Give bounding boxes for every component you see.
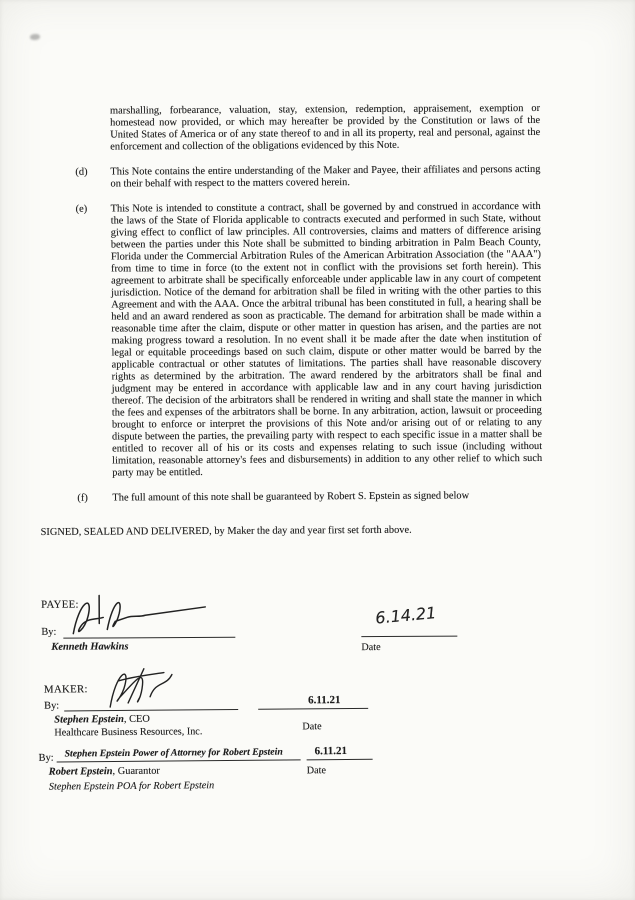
maker-by-label: By: (44, 700, 60, 712)
payee-date-line (361, 636, 457, 638)
maker-date-label: Date (302, 721, 322, 733)
guarantor-date-line (307, 759, 373, 761)
maker-printed-title: , CEO (123, 713, 150, 725)
guarantor-date-label: Date (306, 765, 327, 777)
maker-printed-name: Stephen Epstein (54, 713, 124, 726)
maker-date-value: 6.11.21 (308, 694, 341, 707)
clause-e-label: (e) (75, 203, 88, 215)
payee-by-label: By: (41, 626, 57, 638)
clause-d-text: This Note contains the entire understanding of the Maker and Payee, their affiliates and persons acting on their behalf with respect to the matters covered herein. (110, 163, 541, 190)
clause-f-label: (f) (77, 492, 88, 504)
maker-printed-name-line (54, 714, 150, 726)
guarantor-by-label: By: (38, 752, 54, 764)
payee-date-value: 6.14.21 (374, 603, 438, 628)
payee-printed-name: Kenneth Hawkins (51, 641, 129, 653)
clause-e-text: This Note is intended to constitute a contract, shall be governed by and construed in accordance with the laws of the State of Florida applicable to contracts executed and performed in such State, without giving effect to conflict of law principles. All controversies, claims and matters of difference arising between the parties under this Note shall be submitted to binding arbitration in Palm Beach County, Florida under the Commercial Arbitration Rules of the American Arbitration Association (the "AAA") from time to time in force (to the extent not in conflict with the provisions set forth herein). This agreement to arbitrate shall be specifically enforceable under applicable law in any court of competent jurisdiction. Notice of the demand for arbitration shall be filed in writing with the other parties to this Agreement and with the AAA. Once the arbitral tribunal has been constituted in full, a hearing shall be held and an award rendered as soon as practicable. The demand for arbitration shall be made within a reasonable time after the claim, dispute or other matter in question has arisen, and the parties are not making progress toward a resolution. In no event shall it be made after the date when institution of legal or equitable proceedings based on such claim, dispute or other matter would be barred by the applicable contractual or other statutes of limitations. The parties shall have reasonable discovery rights as determined by the arbitration. The award rendered by the arbitrators shall be final and judgment may be entered in accordance with applicable law and in any court having jurisdiction thereof. The decision of the arbitrators shall be rendered in writing and shall state the manner in which the fees and expenses of the arbitrators shall be borne. In any arbitration, action, lawsuit or proceeding brought to enforce or interpret the provisions of this Note and/or arising out of or relating to any dispute between the parties, the prevailing party with respect to each specific issue in a matter shall be entitled to recover all of his or its costs and expenses relating to such issue (including without limitation, reasonable attorney's fees and disbursements) in addition to any other relief to which such party may be entitled. (110, 200, 543, 479)
payee-heading: PAYEE: (41, 598, 79, 611)
guarantor-signature-text: Stephen Epstein Power of Attorney for Robert Epstein (64, 746, 283, 760)
continuation-paragraph: marshalling, forbearance, valuation, stay, extension, redemption, appraisement, exemption or homestead now provided, or which may hereafter be provided by the Constitution or laws of the United States of America or of any state thereof to and in all its property, real and personal, against the enforcement and collection of the obligations evidenced by this Note. (109, 102, 541, 153)
payee-date-label: Date (361, 642, 381, 654)
guarantor-poa-note: Stephen Epstein POA for Robert Epstein (48, 780, 215, 793)
guarantor-date-value: 6.11.21 (314, 745, 348, 758)
maker-heading: MAKER: (43, 683, 88, 696)
payee-signature (63, 589, 213, 642)
guarantor-signature-line (57, 759, 301, 762)
maker-company: Healthcare Business Resources, Inc. (54, 726, 203, 739)
guarantor-printed-title: , Guarantor (112, 765, 160, 778)
clause-f-text: The full amount of this note shall be guaranteed by Robert S. Epstein as signed below (112, 490, 470, 504)
maker-date-line (258, 708, 368, 710)
maker-signature (98, 662, 188, 713)
guarantor-printed-name-line (49, 766, 160, 778)
closing-line: SIGNED, SEALED AND DELIVERED, by Maker the day and year first set forth above. (40, 524, 412, 538)
guarantor-printed-name: Robert Epstein (48, 766, 113, 778)
clause-d-label: (d) (75, 166, 88, 178)
